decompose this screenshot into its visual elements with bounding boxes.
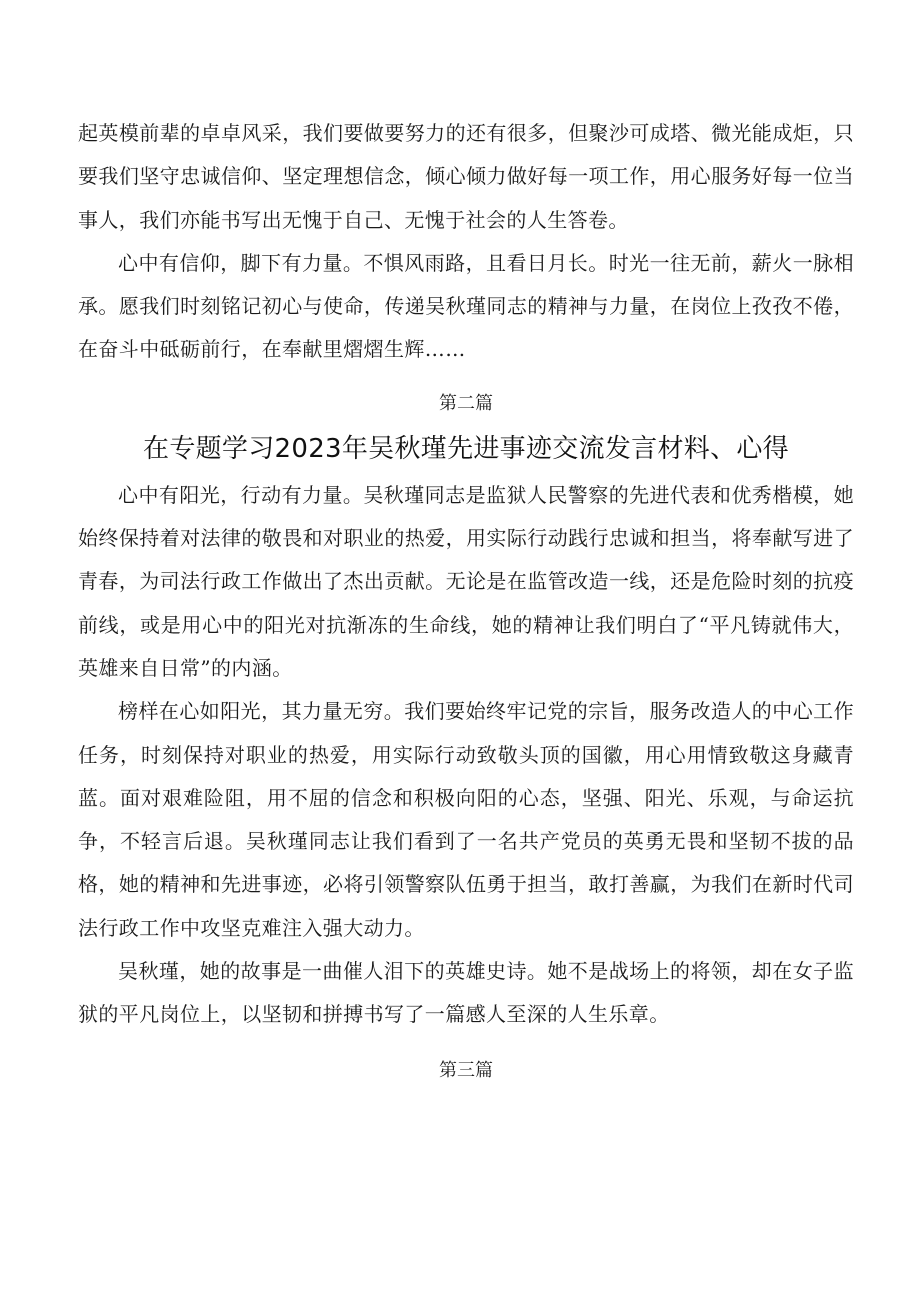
section-two-title: 在专题学习2023年吴秋瑾先进事迹交流发言材料、心得 [143,433,789,464]
paragraph-epic: 吴秋瑾，她的故事是一曲催人泪下的英雄史诗。她不是战场上的将领，却在女子监狱的平凡岗位上，以坚韧和拼搏书写了一篇感人至深的人生乐章。 [78,959,854,1027]
document-page [78,112,854,1095]
paragraph-role-model: 榜样在心如阳光，其力量无穷。我们要始终牢记党的宗旨，服务改造人的中心工作任务，时刻保持对职业的热爱，用实际行动致敬头顶的国徽，用心用情致敬这身藏青蓝。面对艰难险阻，用不屈的信念和积极向阳的心态，坚强、阳光、乐观，与命运抗争，不轻言后退。吴秋瑾同志让我们看到了一名共产党员的英勇无畏和坚韧不拔的品格，她的精神和先进事迹，必将引领警察队伍勇于担当，敢打善赢，为我们在新时代司法行政工作中攻坚克难注入强大动力。 [78,699,854,940]
paragraph-continuation: 起英模前辈的卓卓风采，我们要做要努力的还有很多，但聚沙可成塔、微光能成炬，只要我们坚守忠诚信仰、坚定理想信念，倾心倾力做好每一项工作，用心服务好每一位当事人，我们亦能书写出无愧于自己、无愧于社会的人生答卷。 [78,121,854,232]
paragraph-faith: 心中有信仰，脚下有力量。不惧风雨路，且看日月长。时光一往无前，薪火一脉相承。愿我们时刻铭记初心与使命，传递吴秋瑾同志的精神与力量，在岗位上孜孜不倦，在奋斗中砥砺前行，在奉献里熠熠生辉…… [78,250,854,362]
paragraph-sunshine: 心中有阳光，行动有力量。吴秋瑾同志是监狱人民警察的先进代表和优秀楷模，她始终保持着对法律的敬畏和对职业的热爱，用实际行动践行忠诚和担当，将奉献写进了青春，为司法行政工作做出了杰出贡献。无论是在监管改造一线，还是危险时刻的抗疫前线，或是用心中的阳光对抗渐冻的生命线，她的精神让我们明白了“平凡铸就伟大，英雄来自日常”的内涵。 [78,482,854,680]
section-three-label: 第三篇 [439,1059,493,1081]
section-two-label: 第二篇 [439,392,493,414]
